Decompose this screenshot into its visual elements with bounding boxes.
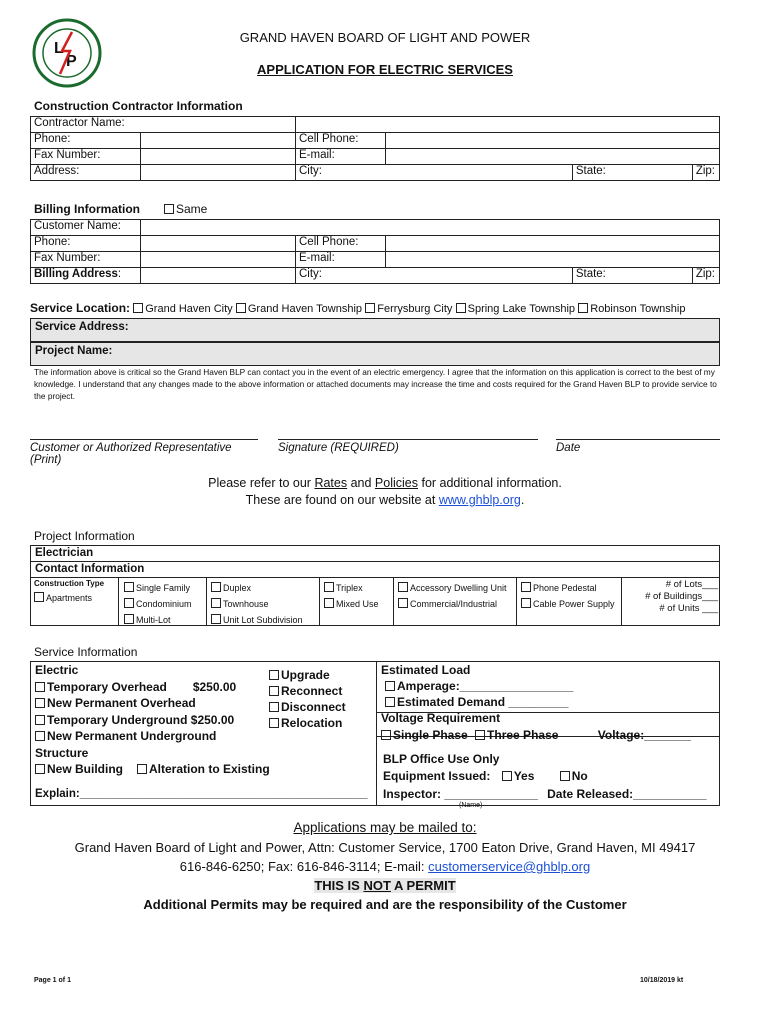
- cell-label: Cell Phone:: [296, 133, 386, 149]
- structure-heading: Structure: [35, 745, 89, 760]
- mixed-use-checkbox[interactable]: Mixed Use: [324, 598, 379, 609]
- date-released-field[interactable]: Date Released:___________: [547, 787, 707, 801]
- construction-type-box: [30, 577, 720, 626]
- multi-lot-checkbox[interactable]: Multi-Lot: [124, 614, 171, 625]
- svg-text:L: L: [54, 40, 64, 57]
- zip-field[interactable]: Zip:: [692, 165, 719, 181]
- refer-line-1: Please refer to our Rates and Policies for additional information.: [208, 476, 562, 490]
- contractor-name-label: Contractor Name:: [31, 117, 296, 133]
- three-phase-checkbox[interactable]: Three Phase: [475, 728, 558, 742]
- alteration-checkbox[interactable]: Alteration to Existing: [137, 762, 270, 776]
- email-link[interactable]: customerservice@ghblp.org: [428, 859, 591, 874]
- disclaimer-text: The information above is critical so the Grand Haven BLP can contact you in the event of an electric emergency. I agree that the information on this application is correct to the best of my knowledge. I understand that any changes made to the above information or attached documents may increase the time and costs required for the Grand Haven BLP to provide service to the project.: [34, 367, 717, 401]
- billing-address-label: Billing Address:: [31, 268, 141, 284]
- billing-fax-field[interactable]: [141, 252, 296, 268]
- policies-link[interactable]: Policies: [374, 476, 418, 490]
- single-family-checkbox[interactable]: Single Family: [124, 582, 190, 593]
- not-permit-notice: THIS IS NOT A PERMIT: [314, 878, 456, 893]
- phone-field[interactable]: [141, 133, 296, 149]
- billing-phone-field[interactable]: [141, 236, 296, 252]
- billing-cell-label: Cell Phone:: [296, 236, 386, 252]
- loc-robinson-township[interactable]: Robinson Township: [578, 303, 685, 315]
- billing-heading: Billing Information: [34, 202, 140, 216]
- signature-line[interactable]: Signature (REQUIRED): [278, 439, 538, 454]
- mail-address: Grand Haven Board of Light and Power, Attn: Customer Service, 1700 Eaton Drive, Grand Haven, MI 49417: [74, 840, 696, 855]
- org-name: GRAND HAVEN BOARD OF LIGHT AND POWER: [239, 30, 531, 45]
- contractor-table: [30, 116, 720, 181]
- construction-type-label: Construction Type: [34, 579, 105, 588]
- est-demand-field[interactable]: Estimated Demand _________: [385, 694, 573, 710]
- billing-state-field[interactable]: State:: [572, 268, 692, 284]
- inspector-field[interactable]: Inspector: ______________: [383, 787, 538, 801]
- phone-pedestal-checkbox[interactable]: Phone Pedestal: [521, 582, 597, 593]
- new-underground-checkbox[interactable]: New Permanent Underground: [35, 728, 377, 745]
- electrician-field[interactable]: Electrician: [30, 545, 720, 562]
- email-field[interactable]: [386, 149, 720, 165]
- voltage-req-heading: Voltage Requirement: [381, 711, 501, 725]
- additional-permits-notice: Additional Permits may be required and are the responsibility of the Customer: [143, 897, 627, 912]
- office-use-heading: BLP Office Use Only: [383, 752, 500, 766]
- explain-field[interactable]: Explain:_____________________________________________: [35, 787, 368, 800]
- voltage-field[interactable]: Voltage:_______: [597, 728, 691, 742]
- date-line[interactable]: Date: [556, 439, 720, 454]
- billing-phone-label: Phone:: [31, 236, 141, 252]
- page-title: APPLICATION FOR ELECTRIC SERVICES: [257, 62, 513, 77]
- reconnect-checkbox[interactable]: Reconnect: [269, 683, 346, 699]
- revision-date: 10/18/2019 kt: [640, 977, 684, 984]
- service-heading: Service Information: [34, 645, 138, 659]
- commercial-checkbox[interactable]: Commercial/Industrial: [398, 598, 497, 609]
- loc-grand-haven-city[interactable]: Grand Haven City: [133, 303, 232, 315]
- townhouse-checkbox[interactable]: Townhouse: [211, 598, 269, 609]
- email-label: E-mail:: [296, 149, 386, 165]
- mail-heading: Applications may be mailed to:: [293, 820, 477, 835]
- billing-cell-field[interactable]: [386, 236, 720, 252]
- service-location-label: Service Location:: [30, 301, 131, 315]
- loc-grand-haven-township[interactable]: Grand Haven Township: [236, 303, 362, 315]
- refer-line-2: These are found on our website at www.ghblp.org.: [245, 493, 525, 507]
- contractor-heading: Construction Contractor Information: [34, 99, 243, 113]
- unit-lot-subdivision-checkbox[interactable]: Unit Lot Subdivision: [211, 614, 303, 625]
- mail-contact: 616-846-6250; Fax: 616-846-3114; E-mail: customerservice@ghblp.org: [179, 859, 591, 874]
- temp-overhead-checkbox[interactable]: Temporary Overhead $250.00: [35, 679, 377, 696]
- temp-underground-checkbox[interactable]: Temporary Underground $250.00: [35, 712, 377, 729]
- loc-spring-lake-township[interactable]: Spring Lake Township: [456, 303, 575, 315]
- single-phase-checkbox[interactable]: Single Phase: [381, 728, 468, 742]
- billing-city-field[interactable]: City:: [296, 268, 573, 284]
- apartments-checkbox[interactable]: Apartments: [34, 592, 92, 603]
- contact-info-field[interactable]: Contact Information: [30, 561, 720, 578]
- counts-box[interactable]: # of Lots___ # of Buildings___ # of Units ___: [645, 579, 718, 614]
- upgrade-checkbox[interactable]: Upgrade: [269, 667, 346, 683]
- customer-name-label: Customer Name:: [31, 220, 141, 236]
- project-name-field[interactable]: Project Name:: [30, 342, 720, 366]
- equipment-issued-label: Equipment Issued:: [383, 769, 491, 783]
- phone-label: Phone:: [31, 133, 141, 149]
- fax-label: Fax Number:: [31, 149, 141, 165]
- loc-ferrysburg-city[interactable]: Ferrysburg City: [365, 303, 452, 315]
- fax-field[interactable]: [141, 149, 296, 165]
- cable-power-checkbox[interactable]: Cable Power Supply: [521, 598, 615, 609]
- billing-fax-label: Fax Number:: [31, 252, 141, 268]
- relocation-checkbox[interactable]: Relocation: [269, 715, 346, 731]
- same-checkbox[interactable]: Same: [164, 202, 207, 216]
- cell-field[interactable]: [386, 133, 720, 149]
- billing-email-field[interactable]: [386, 252, 720, 268]
- service-address-field[interactable]: Service Address:: [30, 318, 720, 342]
- new-building-checkbox[interactable]: New Building: [35, 762, 123, 776]
- billing-email-label: E-mail:: [296, 252, 386, 268]
- service-box: [30, 661, 720, 809]
- equip-no-checkbox[interactable]: No: [560, 769, 588, 783]
- service-location-row: [30, 301, 685, 315]
- billing-table: [30, 219, 720, 284]
- project-heading: Project Information: [34, 529, 135, 543]
- page-number: Page 1 of 1: [34, 977, 71, 984]
- equip-yes-checkbox[interactable]: Yes: [502, 769, 535, 783]
- disconnect-checkbox[interactable]: Disconnect: [269, 699, 346, 715]
- rep-print-line[interactable]: Customer or Authorized Representative (Print): [30, 439, 258, 466]
- condominium-checkbox[interactable]: Condominium: [124, 598, 192, 609]
- name-hint: (Name): [459, 802, 483, 809]
- address-label: Address:: [31, 165, 141, 181]
- customer-name-field[interactable]: [141, 220, 720, 236]
- website-link[interactable]: www.ghblp.org: [438, 493, 521, 507]
- duplex-checkbox[interactable]: Duplex: [211, 582, 251, 593]
- triplex-checkbox[interactable]: Triplex: [324, 582, 363, 593]
- svg-text:P: P: [66, 53, 77, 70]
- adu-checkbox[interactable]: Accessory Dwelling Unit: [398, 582, 507, 593]
- state-field[interactable]: State:: [572, 165, 692, 181]
- amperage-field[interactable]: Amperage:_________________: [385, 678, 573, 694]
- city-field[interactable]: City:: [296, 165, 573, 181]
- address-field[interactable]: [141, 165, 296, 181]
- blp-logo: [32, 18, 102, 88]
- new-overhead-checkbox[interactable]: New Permanent Overhead: [35, 695, 377, 712]
- est-load-heading: Estimated Load: [381, 663, 471, 677]
- billing-address-field[interactable]: [141, 268, 296, 284]
- billing-zip-field[interactable]: Zip:: [692, 268, 719, 284]
- contractor-name-field[interactable]: [296, 117, 720, 133]
- electric-heading: Electric: [35, 663, 79, 677]
- rates-link[interactable]: Rates: [314, 476, 348, 490]
